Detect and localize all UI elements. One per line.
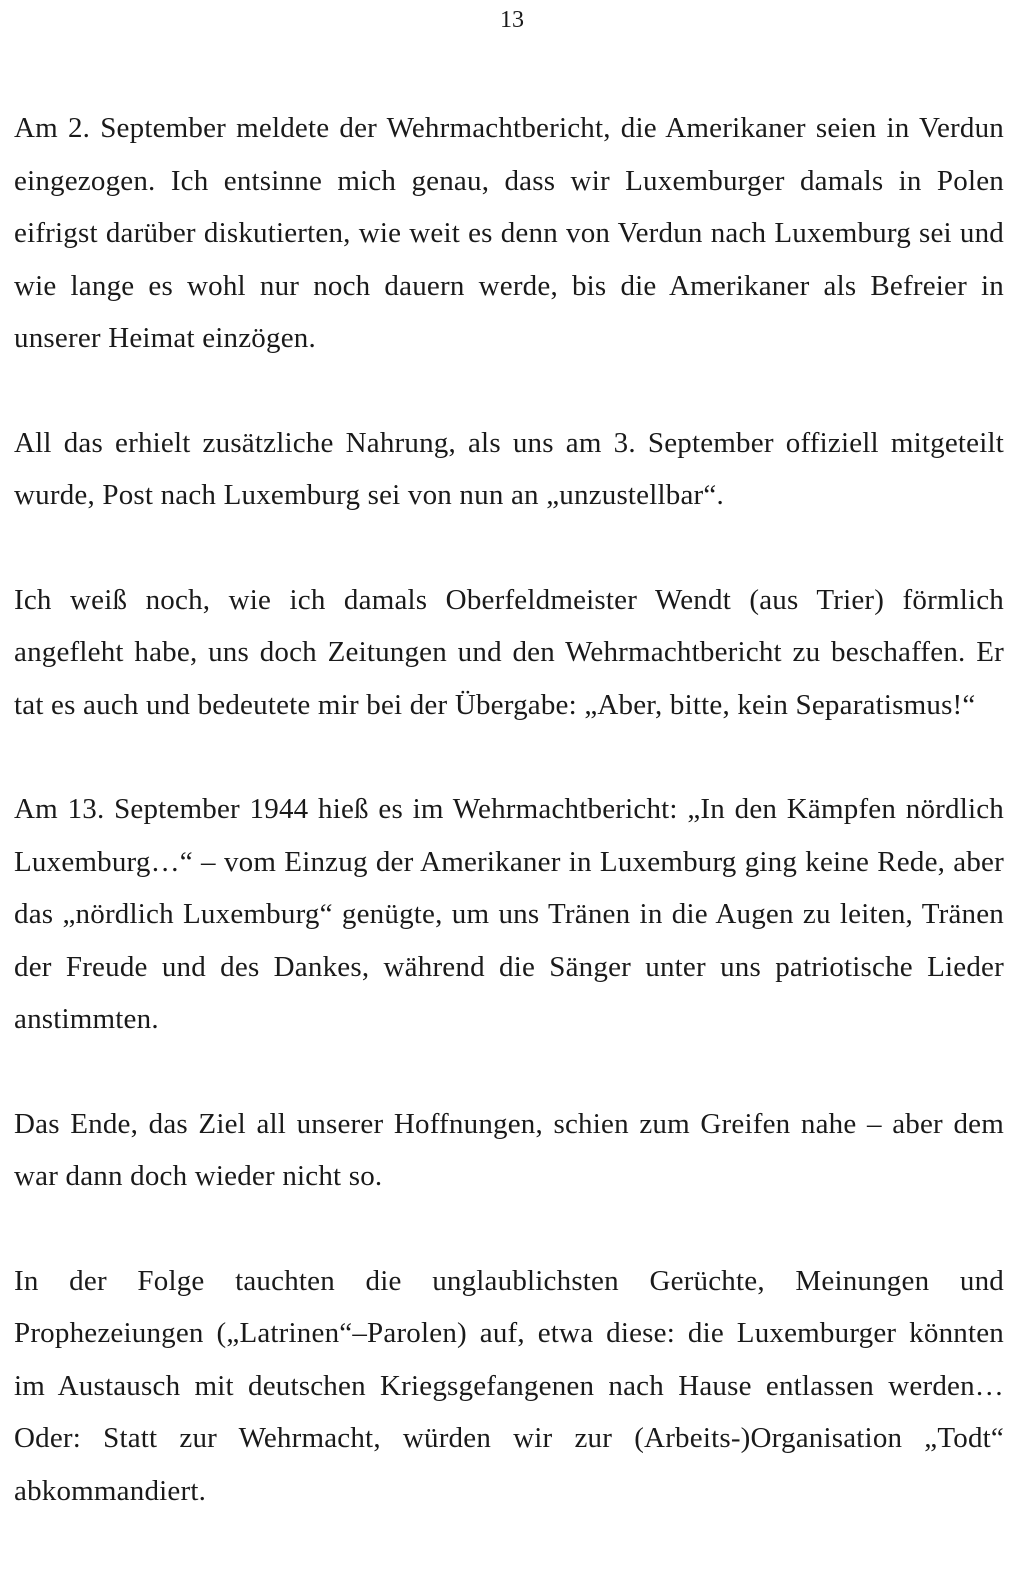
page-number: 13	[500, 7, 524, 33]
paragraph-5: Das Ende, das Ziel all unserer Hoffnungen, schien zum Greifen nahe – aber dem war dann doch wieder nicht so.	[14, 1107, 1004, 1192]
document-body	[14, 102, 1004, 1569]
paragraph-3: Ich weiß noch, wie ich damals Oberfeldmeister Wendt (aus Trier) förmlich angefleht habe, uns doch Zeitungen und den Wehrmachtbericht zu beschaffen. Er tat es auch und bedeutete mir bei der Übergabe: „Aber, bitte, kein Separatismus!“	[14, 583, 1004, 721]
paragraph-1: Am 2. September meldete der Wehrmachtbericht, die Amerikaner seien in Verdun eingezogen. Ich entsinne mich genau, dass wir Luxemburger damals in Polen eifrigst darüber diskutierten, wie weit es denn von Verdun nach Luxemburg sei und wie lange es wohl nur noch dauern werde, bis die Amerikaner als Befreier in unserer Heimat einzögen.	[14, 112, 1004, 354]
paragraph-4: Am 13. September 1944 hieß es im Wehrmachtbericht: „In den Kämpfen nördlich Luxemburg…“ – vom Einzug der Amerikaner in Luxemburg ging keine Rede, aber das „nördlich Luxemburg“ genügte, um uns Tränen in die Augen zu leiten, Tränen der Freude und des Dankes, während die Sänger unter uns patriotische Lieder anstimmten.	[14, 793, 1004, 1035]
paragraph-2: All das erhielt zusätzliche Nahrung, als uns am 3. September offiziell mitgeteilt wurde, Post nach Luxemburg sei von nun an „unzustellbar“.	[14, 426, 1004, 511]
paragraph-6: In der Folge tauchten die unglaublichsten Gerüchte, Meinungen und Prophezeiungen („Latrinen“–Parolen) auf, etwa diese: die Luxemburger könnten im Austausch mit deutschen Kriegsgefangenen nach Hause entlassen werden… Oder: Statt zur Wehrmacht, würden wir zur (Arbeits-)Organisation „Todt“ abkommandiert.	[14, 1264, 1004, 1507]
